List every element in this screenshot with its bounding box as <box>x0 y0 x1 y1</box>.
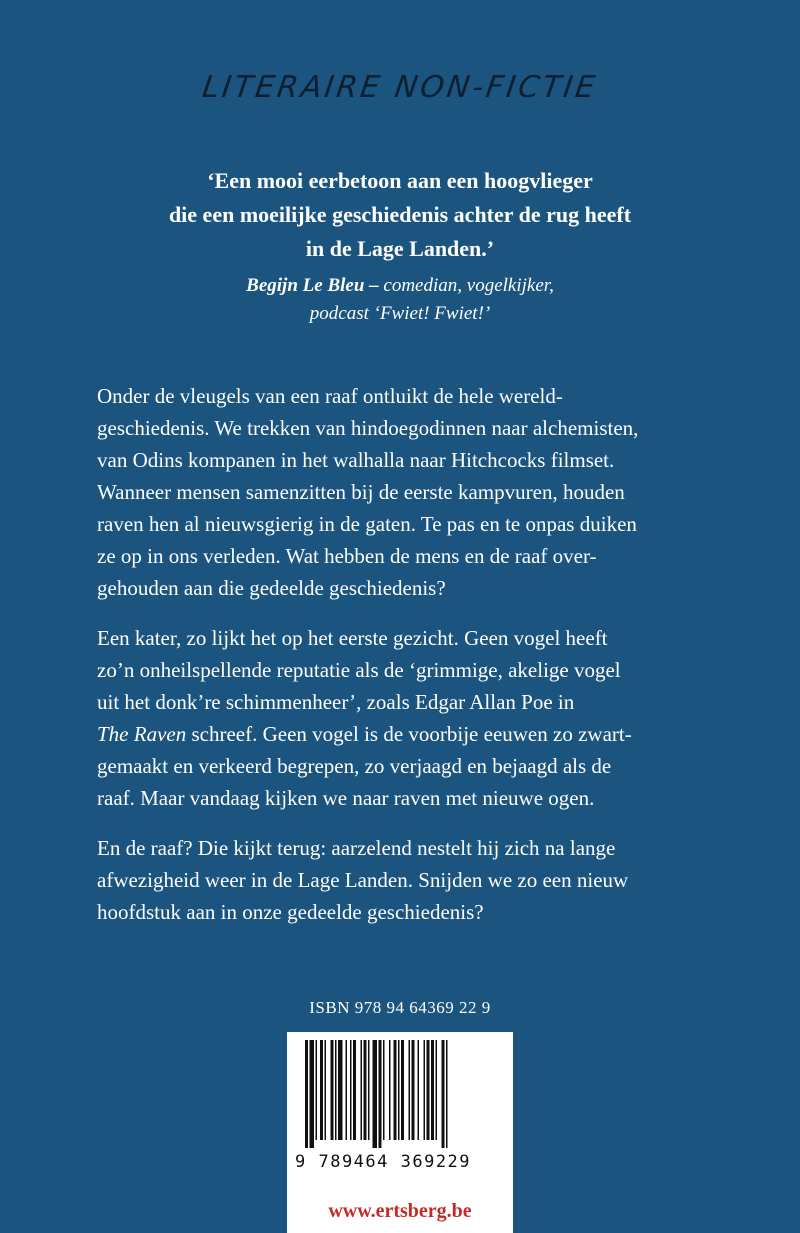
barcode-bar <box>305 1040 308 1148</box>
barcode-bar <box>442 1040 445 1148</box>
barcode-bar <box>346 1040 348 1140</box>
attribution-role: comedian, vogelkijker, <box>378 275 554 296</box>
description-paragraph-2 <box>97 622 760 814</box>
quote-line: die een moeilijke geschiedenis achter de rug heeft <box>168 202 632 227</box>
barcode-bar <box>427 1040 430 1140</box>
barcode-bar <box>361 1040 363 1140</box>
barcode-bar <box>389 1040 391 1140</box>
barcode-bar <box>320 1040 323 1140</box>
text-line: gehouden aan die gedeelde geschiedenis? <box>97 576 446 600</box>
barcode-bar <box>412 1040 415 1140</box>
text-line: gemaakt en verkeerd begrepen, zo verjaagd en bejaagd als de <box>97 754 612 778</box>
publisher-website: www.ertsberg.be <box>328 1200 472 1222</box>
book-title-reference: The Raven <box>97 722 187 746</box>
barcode-bar <box>364 1040 367 1140</box>
barcode-bar <box>338 1040 343 1140</box>
blurb-quote <box>60 164 740 328</box>
quote-attribution <box>60 272 740 328</box>
barcode-bar <box>436 1040 438 1140</box>
text-line: uit het donk’re schimmenheer’, zoals Edgar Allan Poe in <box>97 690 575 714</box>
text-line: van Odins kompanen in het walhalla naar Hitchcocks filmset. <box>97 448 615 472</box>
barcode-bar <box>424 1040 426 1140</box>
barcode-bar <box>446 1040 448 1148</box>
barcode-bar <box>335 1040 337 1140</box>
barcode-bar <box>373 1040 378 1148</box>
barcode-bar <box>431 1040 434 1140</box>
text-line: En de raaf? Die kijkt terug: aarzelend nestelt hij zich na lange <box>97 836 616 860</box>
barcode-panel <box>287 1032 513 1233</box>
text-line: Wanneer mensen samenzitten bij de eerste kampvuren, houden <box>97 480 625 504</box>
barcode-bar <box>394 1040 397 1140</box>
text-line: zo’n onheilspellende reputatie als de ‘grimmige, akelige vogel <box>97 658 621 682</box>
barcode-bar <box>310 1040 315 1148</box>
description-paragraph-3 <box>97 832 760 928</box>
text-line: raaf. Maar vandaag kijken we naar raven met nieuwe ogen. <box>97 786 595 810</box>
genre-label: LITERAIRE NON-FICTIE <box>200 70 600 105</box>
attribution-name: Begijn Le Bleu – <box>246 275 379 296</box>
description-paragraph-1 <box>97 380 760 604</box>
text-line: ze op in ons verleden. Wat hebben de mens en de raaf over- <box>97 544 597 568</box>
book-description <box>97 380 760 946</box>
barcode-bar <box>383 1040 385 1140</box>
barcode-bar <box>409 1040 411 1140</box>
text-line: geschiedenis. We trekken van hindoegodinnen naar alchemisten, <box>97 416 639 440</box>
barcode-bar <box>331 1040 334 1140</box>
attribution-line <box>60 272 740 300</box>
text-line <box>97 718 760 750</box>
barcode-digits: 9 789464 369229 <box>295 1152 472 1172</box>
barcode-icon <box>305 1040 495 1148</box>
barcode-bar <box>379 1040 382 1148</box>
text-line: hoofdstuk aan in onze gedeelde geschiedenis? <box>97 900 484 924</box>
quote-line: ‘Een mooi eerbetoon aan een hoogvlieger <box>207 168 593 193</box>
barcode-bar <box>398 1040 400 1140</box>
text-line: raven hen al nieuwsgierig in de gaten. Te pas en te onpas duiken <box>97 512 637 536</box>
text-line: Een kater, zo lijkt het op het eerste gezicht. Geen vogel heeft <box>97 626 608 650</box>
attribution-line: podcast ‘Fwiet! Fwiet!’ <box>309 303 491 324</box>
barcode-bar <box>353 1040 356 1140</box>
isbn-number: ISBN 978 94 64369 22 9 <box>309 998 491 1017</box>
barcode-bar <box>368 1040 370 1140</box>
barcode-bar <box>350 1040 352 1140</box>
text-line: afwezigheid weer in de Lage Landen. Snijden we zo een nieuw <box>97 868 629 892</box>
barcode-bar <box>401 1040 404 1140</box>
barcode-bar <box>316 1040 318 1140</box>
text-fragment: schreef. Geen vogel is de voorbije eeuwen zo zwart- <box>186 722 632 746</box>
barcode-bar <box>325 1040 327 1140</box>
text-line: Onder de vleugels van een raaf ontluikt de hele wereld- <box>97 384 563 408</box>
barcode-bar <box>418 1040 420 1140</box>
quote-line: in de Lage Landen.’ <box>305 236 495 261</box>
